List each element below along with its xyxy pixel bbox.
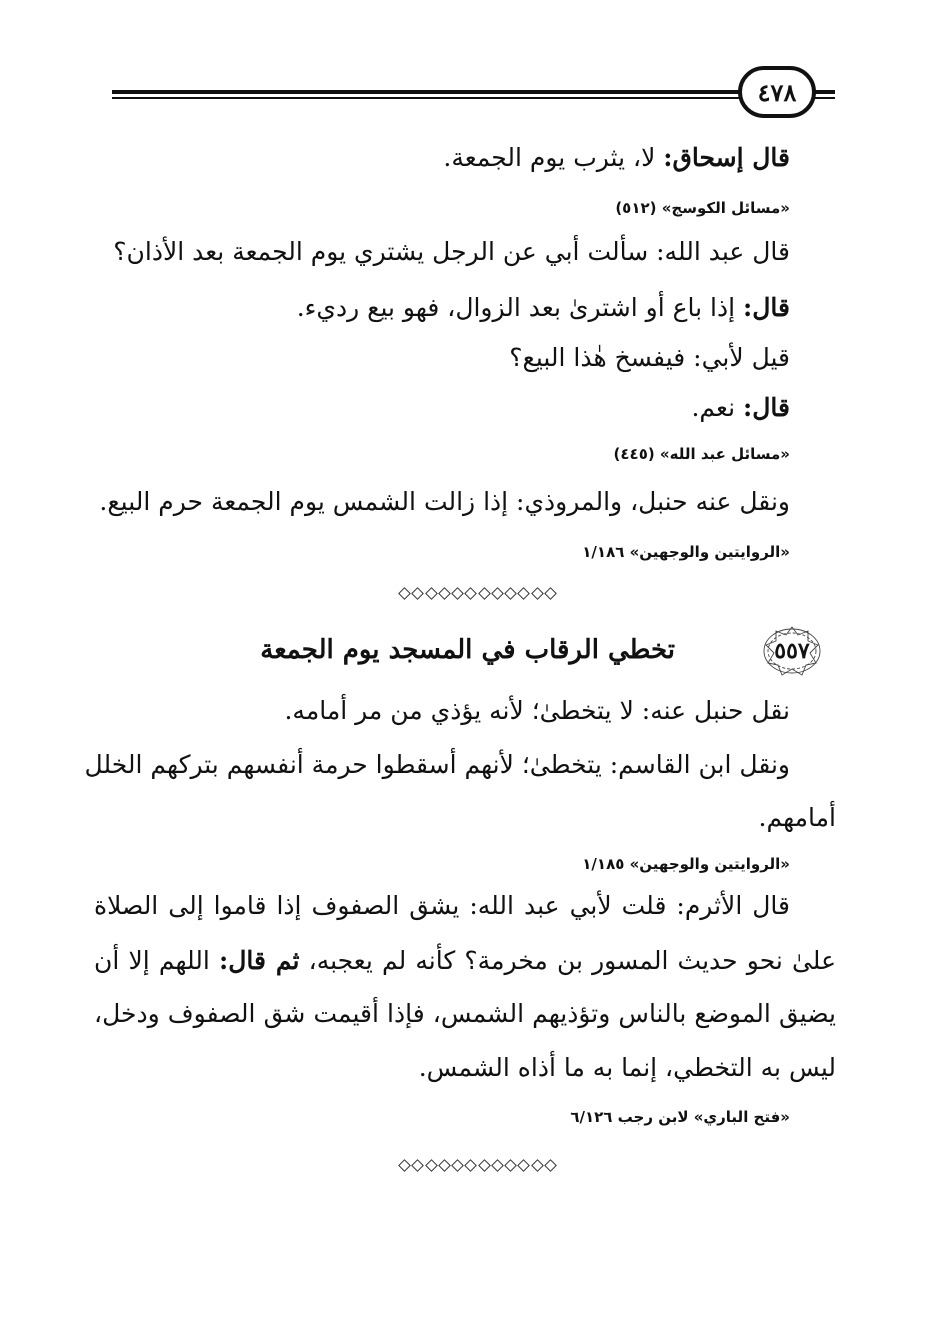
header-rule-thin xyxy=(112,97,740,99)
paragraph-line: قال عبد الله: سألت أبي عن الرجل يشتري يوم الجمعة بعد الأذان؟ xyxy=(113,237,790,266)
paragraph-line xyxy=(100,290,790,326)
speaker-label: قال إسحاق: xyxy=(663,143,790,172)
paragraph-line: ونقل عنه حنبل، والمروذي: إذا زالت الشمس يوم الجمعة حرم البيع. xyxy=(99,487,790,516)
header-rule-right-thin xyxy=(815,97,835,99)
paragraph-line: ليس به التخطي، إنما به ما أذاه الشمس. xyxy=(418,1053,836,1082)
section-divider-ornament xyxy=(400,1160,555,1170)
citation: «الروايتين والوجهين» ١/١٨٦ xyxy=(582,543,790,561)
paragraph-text: نعم. xyxy=(691,393,736,422)
header-rule-right xyxy=(815,90,835,94)
paragraph-line: يضيق الموضع بالناس وتؤذيهم الشمس، فإذا أقيمت شق الصفوف ودخل، xyxy=(94,999,836,1028)
paragraph-line: قال الأثرم: قلت لأبي عبد الله: يشق الصفوف إذا قاموا إلى الصلاة xyxy=(94,891,790,920)
section-number: ٥٥٧ xyxy=(774,638,810,664)
header-rule xyxy=(112,90,740,94)
citation: «الروايتين والوجهين» ١/١٨٥ xyxy=(582,855,790,873)
paragraph-text: اللهم إلا أن xyxy=(94,946,210,975)
section-divider-ornament xyxy=(400,588,555,598)
paragraph-text: لا، يثرب يوم الجمعة. xyxy=(443,143,656,172)
speaker-label: قال: xyxy=(743,393,790,422)
speaker-label: ثم قال: xyxy=(218,946,300,975)
paragraph-line: نقل حنبل عنه: لا يتخطىٰ؛ لأنه يؤذي من مر أمامه. xyxy=(284,696,790,725)
paragraph-text: إذا باع أو اشترىٰ بعد الزوال، فهو بيع رديء. xyxy=(296,293,736,322)
speaker-label: قال: xyxy=(743,293,790,322)
paragraph-line: ونقل ابن القاسم: يتخطىٰ؛ لأنهم أسقطوا حرمة أنفسهم بتركهم الخلل xyxy=(84,750,790,779)
citation: «مسائل عبد الله» (٤٤٥) xyxy=(613,445,790,463)
paragraph-line xyxy=(94,943,836,979)
section-number-badge xyxy=(760,625,824,677)
section-title: تخطي الرقاب في المسجد يوم الجمعة xyxy=(260,635,675,665)
paragraph-text: علىٰ نحو حديث المسور بن مخرمة؟ كأنه لم يعجبه، xyxy=(308,946,836,975)
paragraph-line xyxy=(100,390,790,426)
paragraph-line: أمامهم. xyxy=(758,803,836,832)
page-number: ٤٧٨ xyxy=(738,66,816,118)
paragraph-line: قيل لأبي: فيفسخ هٰذا البيع؟ xyxy=(509,343,790,372)
citation: «فتح الباري» لابن رجب ٦/١٢٦ xyxy=(570,1108,790,1126)
citation: «مسائل الكوسج» (٥١٢) xyxy=(615,199,790,217)
paragraph-line xyxy=(100,140,790,176)
